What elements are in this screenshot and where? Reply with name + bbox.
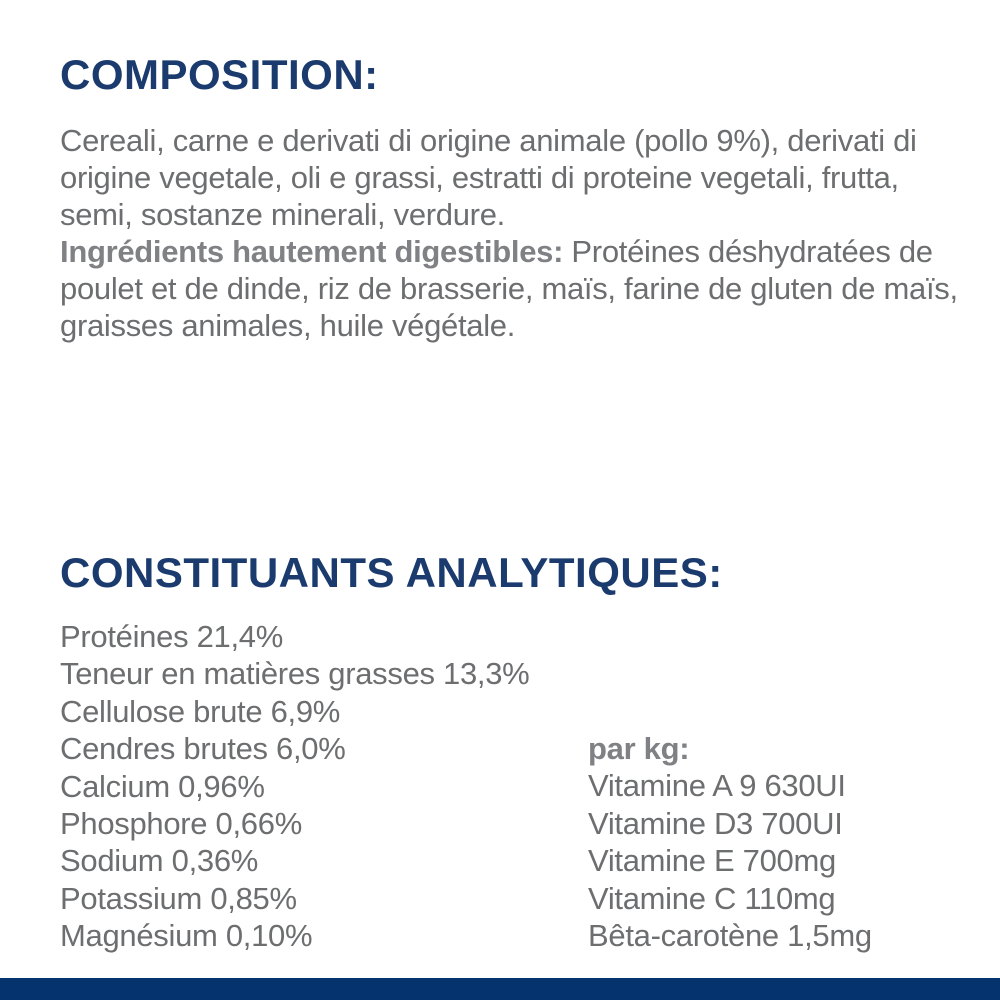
analyte-line-matieres-grasses: Teneur en matières grasses 13,3% bbox=[60, 656, 530, 692]
analyte-line-potassium: Potassium 0,85% bbox=[60, 880, 297, 916]
analyte-line-proteines: Protéines 21,4% bbox=[60, 619, 283, 654]
bottom-navy-band bbox=[0, 978, 1000, 1000]
ingredients-paragraph bbox=[60, 233, 972, 344]
composition-text bbox=[60, 122, 972, 344]
ingredients-text: Protéines déshydratées de poulet et de dinde, riz de brasserie, maïs, farine de gluten de maïs, graisses animales, huile végétale. bbox=[60, 234, 958, 343]
composition-italian-text: Cereali, carne e derivati di origine animale (pollo 9%), derivati di origine vegetale, oli e grassi, estratti di proteine vegetali, frutta, semi, sostanze minerali, verdure. bbox=[60, 123, 917, 232]
vitamin-line-beta-carotene: Bêta-carotène 1,5mg bbox=[588, 918, 872, 954]
analyte-line-cellulose: Cellulose brute 6,9% bbox=[60, 693, 341, 729]
analyte-line-phosphore: Phosphore 0,66% bbox=[60, 806, 302, 842]
analyte-line-magnesium: Magnésium 0,10% bbox=[60, 918, 313, 954]
analytical-title: CONSTITUANTS ANALYTIQUES: bbox=[60, 549, 723, 596]
analyte-line-sodium: Sodium 0,36% bbox=[60, 843, 259, 879]
vitamin-line-a: Vitamine A 9 630UI bbox=[588, 768, 846, 804]
vitamin-line-e: Vitamine E 700mg bbox=[588, 843, 836, 879]
analyte-line-calcium: Calcium 0,96% bbox=[60, 768, 265, 804]
analytical-left-list bbox=[60, 618, 620, 955]
per-kg-label: par kg: bbox=[588, 731, 690, 766]
vitamin-line-d3: Vitamine D3 700UI bbox=[588, 805, 843, 841]
analyte-line-cendres: Cendres brutes 6,0% bbox=[60, 731, 346, 767]
composition-title: COMPOSITION: bbox=[60, 51, 379, 98]
ingredients-bold-label: Ingrédients hautement digestibles: bbox=[60, 234, 564, 269]
vitamin-line-c: Vitamine C 110mg bbox=[588, 880, 836, 916]
vitamins-per-kg-list bbox=[588, 730, 988, 954]
